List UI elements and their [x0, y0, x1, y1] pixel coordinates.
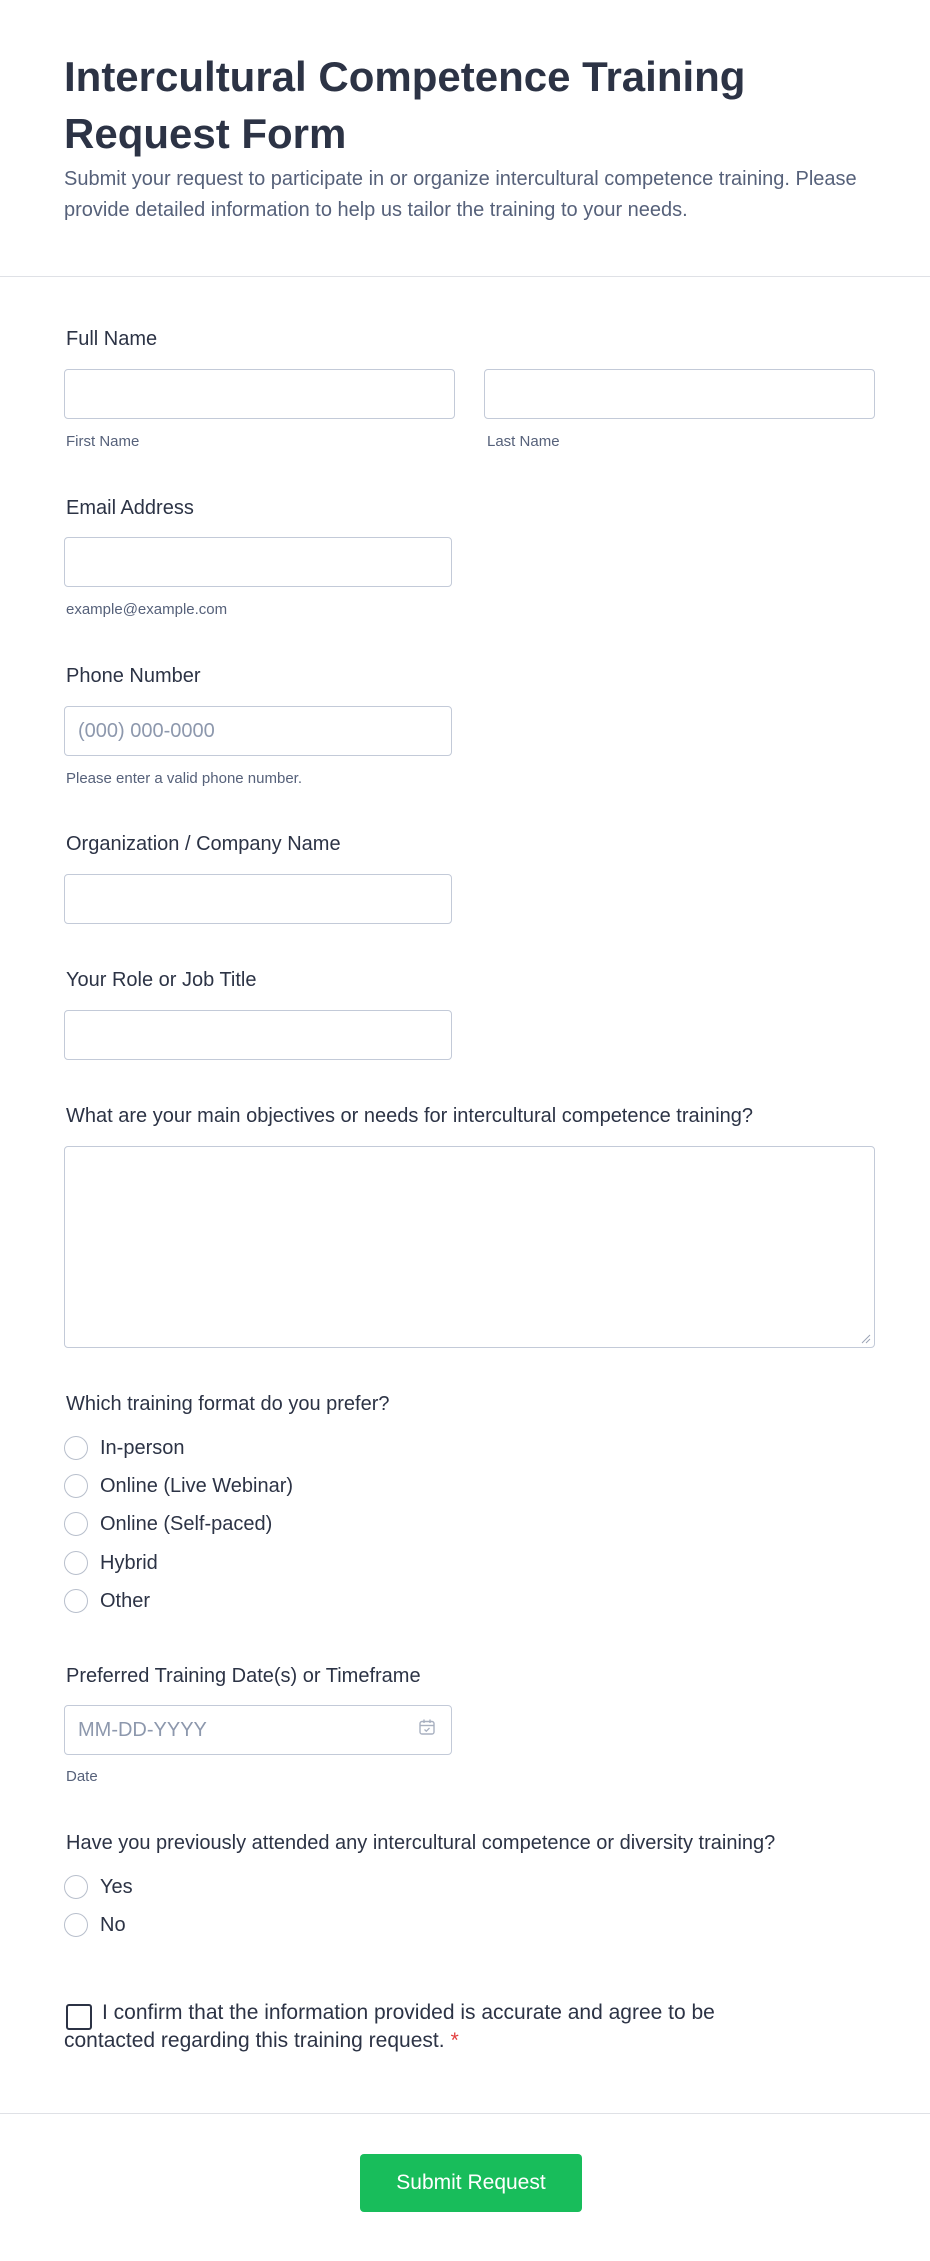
form-subtitle: Submit your request to participate in or organize intercultural competence training. Please provide detailed information to help us tailor the training to your needs. — [64, 168, 857, 221]
first-name-sublabel: First Name — [66, 433, 140, 450]
format-option-label: Online (Self-paced) — [100, 1512, 273, 1535]
email-input[interactable] — [64, 537, 452, 587]
format-option-label: Hybrid — [100, 1551, 158, 1574]
first-name-input[interactable] — [64, 369, 455, 419]
radio-circle[interactable] — [64, 1913, 88, 1937]
radio-circle[interactable] — [64, 1875, 88, 1899]
email-label: Email Address — [66, 497, 194, 519]
radio-circle[interactable] — [64, 1512, 88, 1536]
format-option-label: Other — [100, 1589, 151, 1612]
format-option-label: Online (Live Webinar) — [100, 1474, 294, 1497]
resize-grip-icon[interactable] — [859, 1332, 871, 1344]
last-name-sublabel: Last Name — [487, 433, 560, 450]
form-header — [0, 0, 930, 277]
date-label: Preferred Training Date(s) or Timeframe — [66, 1665, 421, 1687]
date-input[interactable] — [64, 1705, 452, 1755]
consent-label — [64, 1999, 784, 2055]
date-sublabel: Date — [66, 1768, 98, 1785]
format-option-label: In-person — [100, 1436, 185, 1459]
previous-option-yes[interactable] — [64, 1873, 133, 1901]
format-option-online-self-paced[interactable] — [64, 1510, 272, 1538]
previous-option-no[interactable] — [64, 1911, 126, 1939]
required-mark: * — [450, 2029, 459, 2052]
phone-sublabel: Please enter a valid phone number. — [66, 770, 302, 787]
last-name-input[interactable] — [484, 369, 875, 419]
organization-label: Organization / Company Name — [66, 833, 341, 855]
radio-circle[interactable] — [64, 1474, 88, 1498]
form-title: Intercultural Competence Training Request Form — [64, 53, 746, 157]
objectives-label: What are your main objectives or needs for intercultural competence training? — [66, 1105, 754, 1127]
objectives-textarea[interactable] — [64, 1146, 875, 1348]
footer-divider — [0, 2113, 930, 2114]
format-label: Which training format do you prefer? — [66, 1393, 390, 1415]
calendar-icon[interactable] — [418, 1718, 436, 1736]
previous-option-label: Yes — [100, 1875, 133, 1898]
phone-input[interactable] — [64, 706, 452, 756]
email-sublabel: example@example.com — [66, 601, 228, 618]
previous-option-label: No — [100, 1913, 126, 1936]
organization-input[interactable] — [64, 874, 452, 924]
radio-circle[interactable] — [64, 1589, 88, 1613]
full-name-label: Full Name — [66, 328, 158, 350]
format-option-in-person[interactable] — [64, 1434, 185, 1462]
phone-label: Phone Number — [66, 665, 201, 687]
submit-button[interactable]: Submit Request — [360, 2154, 582, 2212]
previous-training-label: Have you previously attended any intercultural competence or diversity training? — [66, 1832, 776, 1854]
radio-circle[interactable] — [64, 1551, 88, 1575]
format-option-hybrid[interactable] — [64, 1549, 158, 1577]
consent-text: I confirm that the information provided is accurate and agree to be contacted regarding this training request. — [64, 2001, 715, 2052]
radio-circle[interactable] — [64, 1436, 88, 1460]
format-option-online-live[interactable] — [64, 1472, 293, 1500]
role-label: Your Role or Job Title — [66, 969, 257, 991]
role-input[interactable] — [64, 1010, 452, 1060]
format-option-other[interactable] — [64, 1587, 150, 1615]
